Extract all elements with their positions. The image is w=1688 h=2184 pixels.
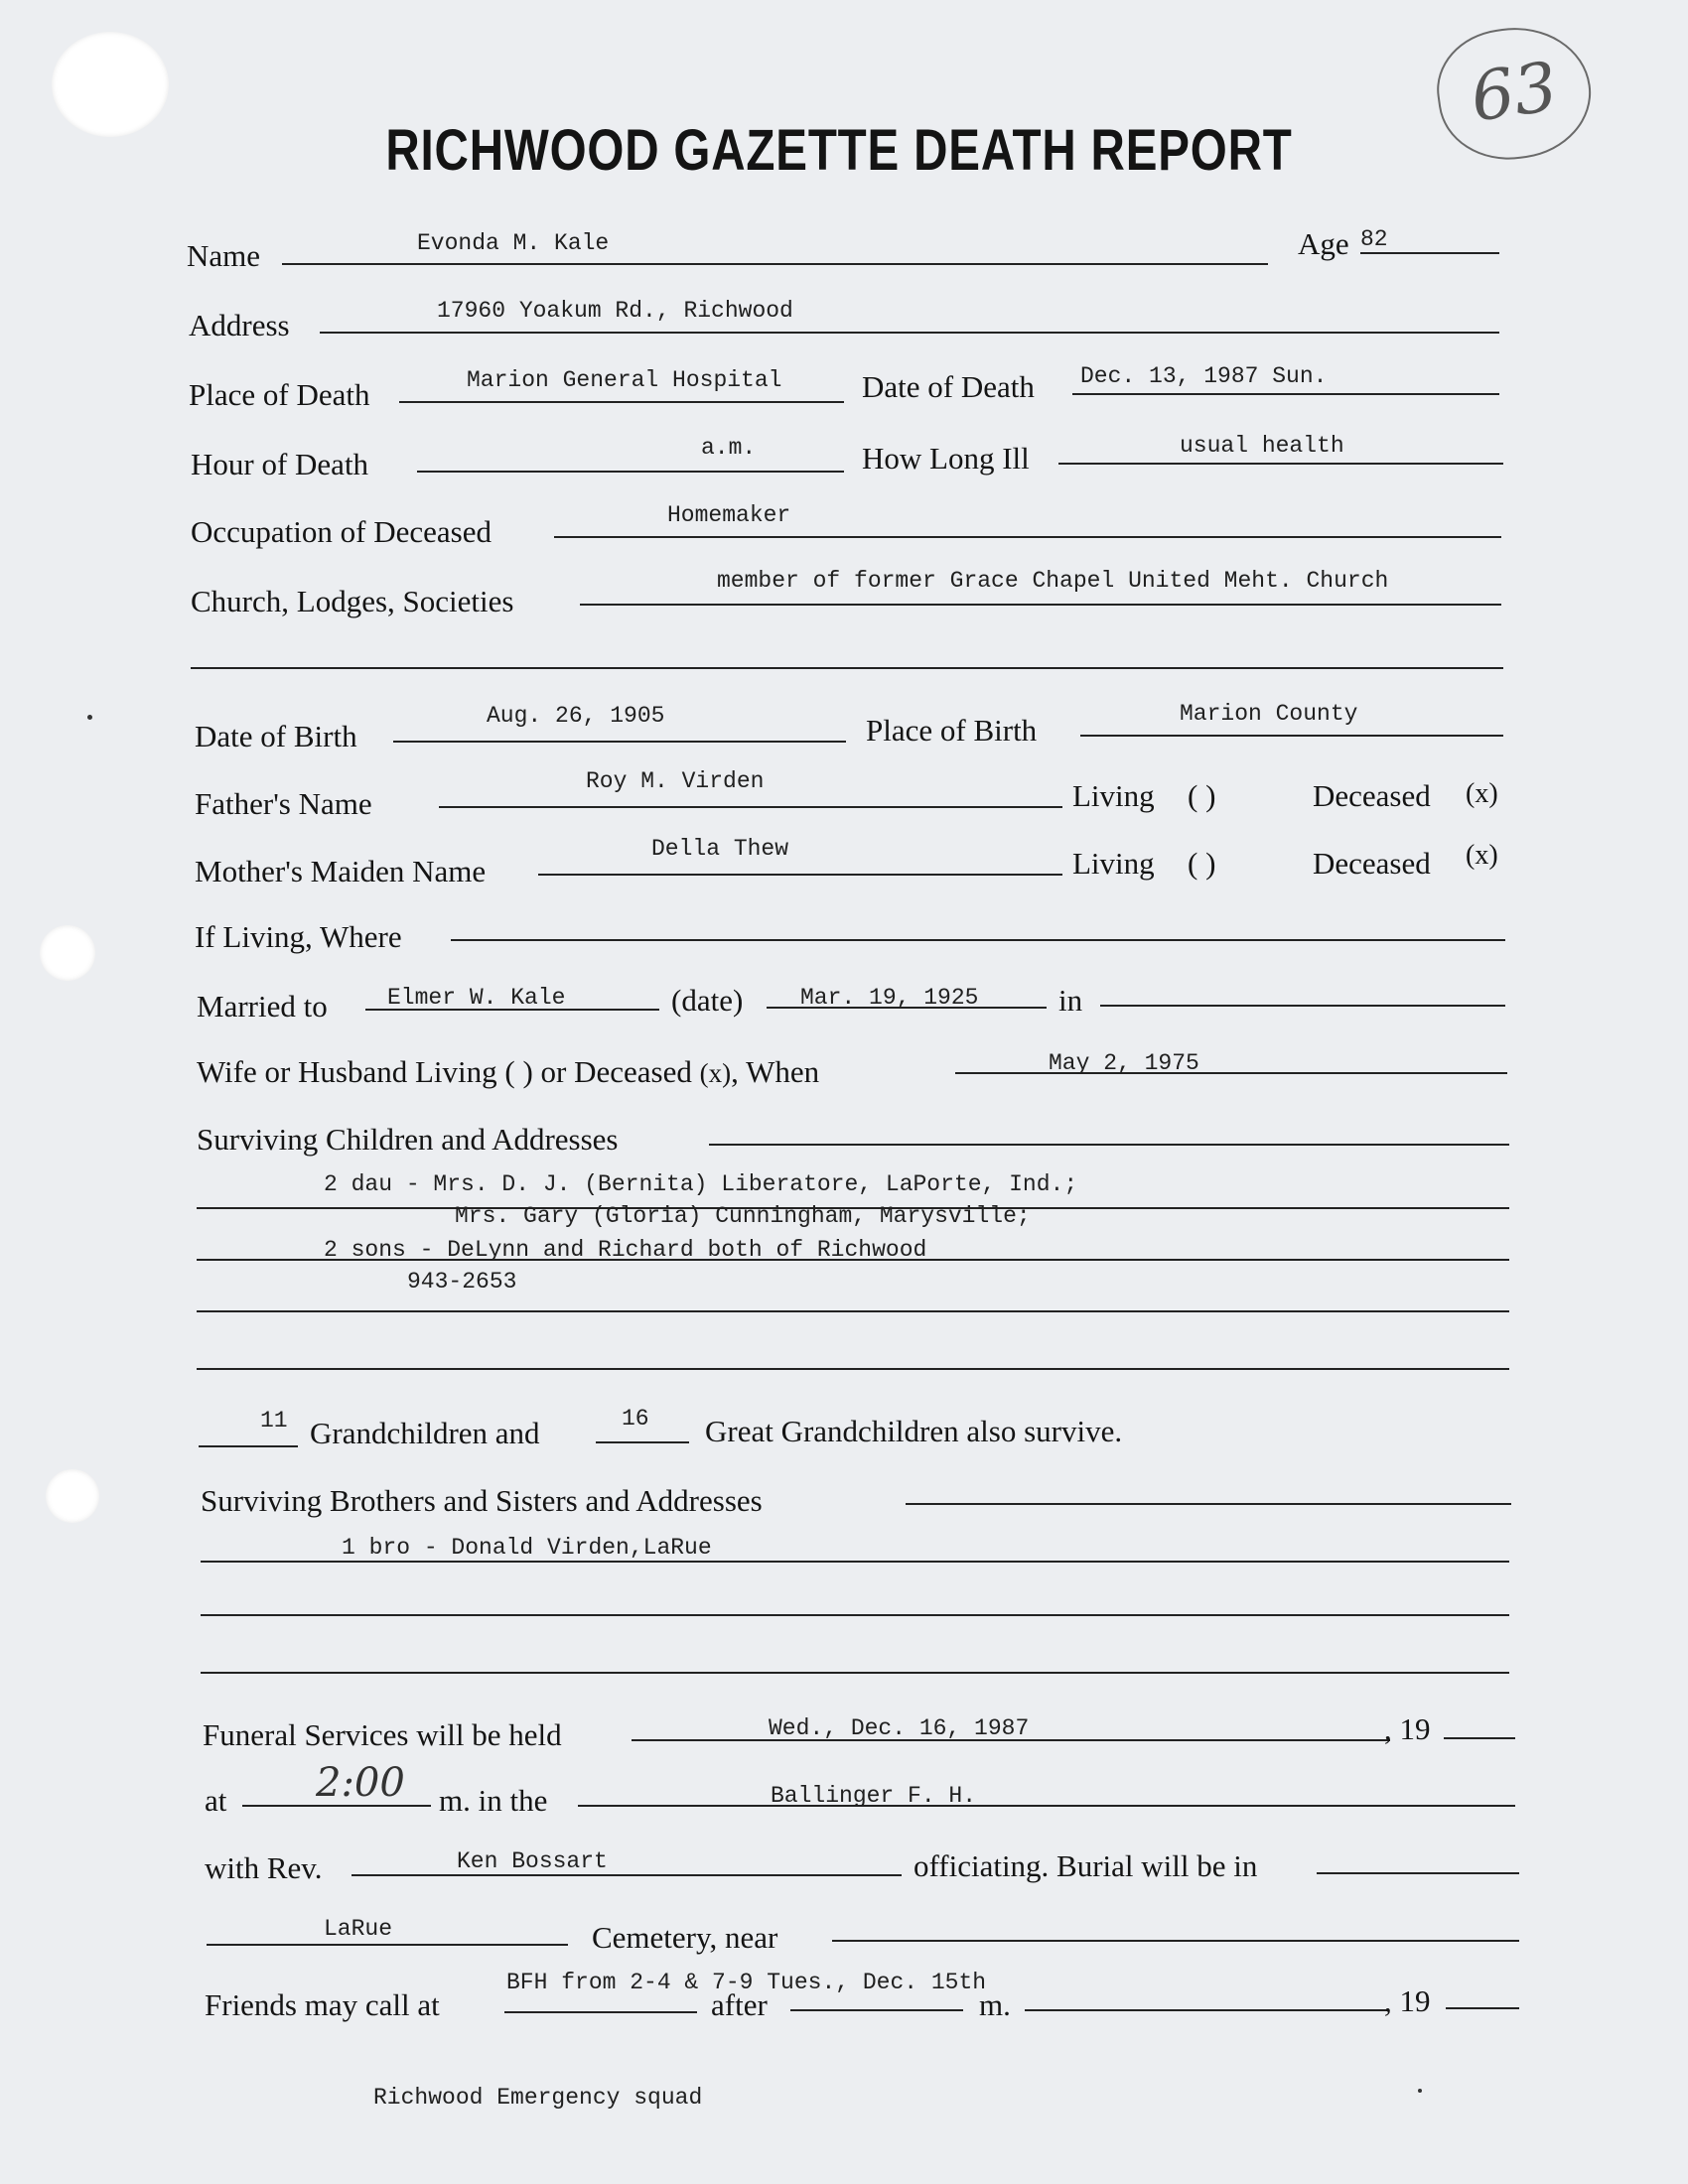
children-value-2: Mrs. Gary (Gloria) Cunningham, Marysville; bbox=[455, 1203, 1031, 1229]
if-living-where-line bbox=[451, 939, 1505, 941]
friends-m-label: m. bbox=[979, 1987, 1011, 2022]
spouse-status-label bbox=[197, 1056, 819, 1087]
mother-deceased-checkbox: (x) bbox=[1466, 840, 1498, 871]
how-long-ill-value: usual health bbox=[1180, 433, 1344, 459]
occupation-label: Occupation of Deceased bbox=[191, 514, 492, 549]
mother-deceased-label: Deceased bbox=[1313, 846, 1431, 881]
with-rev-label: with Rev. bbox=[205, 1850, 323, 1885]
siblings-label: Surviving Brothers and Sisters and Addresses bbox=[201, 1483, 763, 1518]
spouse-when-text: , When bbox=[731, 1054, 820, 1089]
surviving-children-label: Surviving Children and Addresses bbox=[197, 1122, 619, 1157]
date-of-birth-label: Date of Birth bbox=[195, 719, 357, 753]
punch-hole-bottom bbox=[46, 1469, 99, 1523]
church-line-2 bbox=[191, 667, 1503, 669]
spouse-when-line bbox=[955, 1072, 1507, 1074]
great-grandchildren-value: 16 bbox=[622, 1406, 649, 1432]
bleed-through-text bbox=[574, 59, 595, 119]
children-value-3: 2 sons - DeLynn and Richard both of Richwood bbox=[324, 1237, 927, 1263]
place-of-birth-label: Place of Birth bbox=[866, 713, 1038, 748]
burial-line bbox=[1317, 1872, 1519, 1874]
grandchildren-label: Grandchildren and bbox=[310, 1416, 540, 1450]
m-in-the-label: m. in the bbox=[439, 1783, 548, 1818]
spouse-deceased-checkbox: (x) bbox=[699, 1058, 732, 1088]
cemetery-value: LaRue bbox=[324, 1916, 393, 1942]
father-deceased-checkbox: (x) bbox=[1466, 778, 1498, 809]
father-living-label: Living bbox=[1072, 778, 1155, 813]
father-living-checkbox: ( ) bbox=[1188, 778, 1216, 813]
age-value: 82 bbox=[1360, 226, 1388, 252]
married-date-value: Mar. 19, 1925 bbox=[800, 985, 979, 1011]
name-label: Name bbox=[187, 238, 261, 273]
after-label: after bbox=[711, 1987, 768, 2022]
place-of-birth-value: Marion County bbox=[1180, 701, 1358, 727]
funeral-home-value: Ballinger F. H. bbox=[771, 1783, 977, 1809]
married-in-line bbox=[1100, 1005, 1505, 1007]
siblings-line-2 bbox=[201, 1614, 1509, 1616]
father-deceased-label: Deceased bbox=[1313, 778, 1431, 813]
hour-of-death-label: Hour of Death bbox=[191, 447, 369, 481]
page-number-handwritten: 63 bbox=[1430, 18, 1600, 169]
name-line bbox=[282, 263, 1268, 265]
children-line-4 bbox=[197, 1368, 1509, 1370]
friends-may-call-label: Friends may call at bbox=[205, 1987, 440, 2022]
how-long-ill-label: How Long Ill bbox=[862, 441, 1030, 476]
siblings-line-3 bbox=[201, 1672, 1509, 1674]
stray-mark bbox=[1418, 2089, 1422, 2093]
church-line bbox=[580, 604, 1501, 606]
spouse-death-date-value: May 2, 1975 bbox=[1049, 1050, 1199, 1076]
date-of-death-value: Dec. 13, 1987 Sun. bbox=[1080, 363, 1328, 389]
funeral-services-label: Funeral Services will be held bbox=[203, 1717, 562, 1752]
occupation-line bbox=[554, 536, 1501, 538]
fathers-name-value: Roy M. Virden bbox=[586, 768, 765, 794]
hour-of-death-line bbox=[417, 471, 844, 473]
rev-value: Ken Bossart bbox=[457, 1848, 608, 1874]
surviving-children-line bbox=[709, 1144, 1509, 1146]
children-value-1: 2 dau - Mrs. D. J. (Bernita) Liberatore, LaPorte, Ind.; bbox=[324, 1171, 1078, 1197]
cemetery-near-line bbox=[832, 1940, 1519, 1942]
date-of-birth-value: Aug. 26, 1905 bbox=[487, 703, 665, 729]
footer-note: Richwood Emergency squad bbox=[373, 2085, 703, 2111]
place-of-death-label: Place of Death bbox=[189, 377, 370, 412]
address-line bbox=[320, 332, 1499, 334]
address-label: Address bbox=[189, 308, 290, 342]
great-grandchildren-line bbox=[596, 1441, 689, 1443]
officiating-label: officiating. Burial will be in bbox=[914, 1848, 1258, 1883]
place-of-birth-line bbox=[1080, 735, 1503, 737]
place-of-death-line bbox=[399, 401, 844, 403]
children-line-3 bbox=[197, 1310, 1509, 1312]
friends-year-line bbox=[1446, 2007, 1519, 2009]
cemetery-near-label: Cemetery, near bbox=[592, 1920, 778, 1955]
funeral-date-value: Wed., Dec. 16, 1987 bbox=[769, 1715, 1030, 1741]
funeral-year-line bbox=[1444, 1737, 1515, 1739]
grandchildren-line bbox=[199, 1445, 298, 1447]
punch-hole-middle bbox=[40, 925, 95, 981]
page-title: RICHWOOD GAZETTE DEATH REPORT bbox=[385, 118, 1293, 183]
great-grandchildren-label: Great Grandchildren also survive. bbox=[705, 1414, 1123, 1448]
hour-of-death-value: a.m. bbox=[701, 435, 757, 461]
fathers-name-label: Father's Name bbox=[195, 786, 372, 821]
cemetery-line bbox=[207, 1944, 568, 1946]
funeral-home-line bbox=[578, 1805, 1515, 1807]
married-to-label: Married to bbox=[197, 989, 328, 1024]
at-label: at bbox=[205, 1783, 227, 1818]
place-of-death-value: Marion General Hospital bbox=[467, 367, 782, 393]
funeral-year-label: , 19 bbox=[1384, 1711, 1431, 1746]
children-value-4: 943-2653 bbox=[407, 1269, 517, 1295]
mothers-maiden-name-label: Mother's Maiden Name bbox=[195, 854, 487, 888]
after-line bbox=[790, 2009, 963, 2011]
mother-living-label: Living bbox=[1072, 846, 1155, 881]
friends-call-line bbox=[504, 2011, 697, 2013]
friends-year-label: , 19 bbox=[1384, 1983, 1431, 2018]
mothers-maiden-name-value: Della Thew bbox=[651, 836, 789, 862]
church-value: member of former Grace Chapel United Meht. Church bbox=[717, 568, 1389, 594]
mother-living-checkbox: ( ) bbox=[1188, 846, 1216, 881]
friends-call-value: BFH from 2-4 & 7-9 Tues., Dec. 15th bbox=[506, 1970, 987, 1995]
how-long-ill-line bbox=[1058, 463, 1503, 465]
address-value: 17960 Yoakum Rd., Richwood bbox=[437, 298, 793, 324]
married-to-value: Elmer W. Kale bbox=[387, 985, 566, 1011]
friends-date-line bbox=[1025, 2009, 1388, 2011]
date-of-death-label: Date of Death bbox=[862, 369, 1035, 404]
siblings-line-1 bbox=[201, 1561, 1509, 1563]
name-value: Evonda M. Kale bbox=[417, 230, 610, 256]
funeral-time-value: 2:00 bbox=[316, 1760, 405, 1806]
date-of-birth-line bbox=[393, 741, 846, 743]
fathers-name-line bbox=[439, 806, 1062, 808]
married-in-label: in bbox=[1058, 983, 1083, 1018]
grandchildren-value: 11 bbox=[260, 1408, 288, 1433]
spouse-status-text: Wife or Husband Living ( ) or Deceased bbox=[197, 1054, 692, 1089]
siblings-line bbox=[906, 1503, 1511, 1505]
if-living-where-label: If Living, Where bbox=[195, 919, 402, 954]
church-label: Church, Lodges, Societies bbox=[191, 584, 514, 618]
married-date-label: (date) bbox=[671, 983, 744, 1018]
date-of-death-line bbox=[1072, 393, 1499, 395]
stray-mark bbox=[87, 715, 92, 720]
mothers-maiden-name-line bbox=[538, 874, 1062, 876]
occupation-value: Homemaker bbox=[667, 502, 791, 528]
rev-line bbox=[352, 1874, 902, 1876]
age-label: Age bbox=[1298, 226, 1349, 261]
siblings-value: 1 bro - Donald Virden,LaRue bbox=[342, 1535, 712, 1561]
age-line bbox=[1360, 252, 1499, 254]
